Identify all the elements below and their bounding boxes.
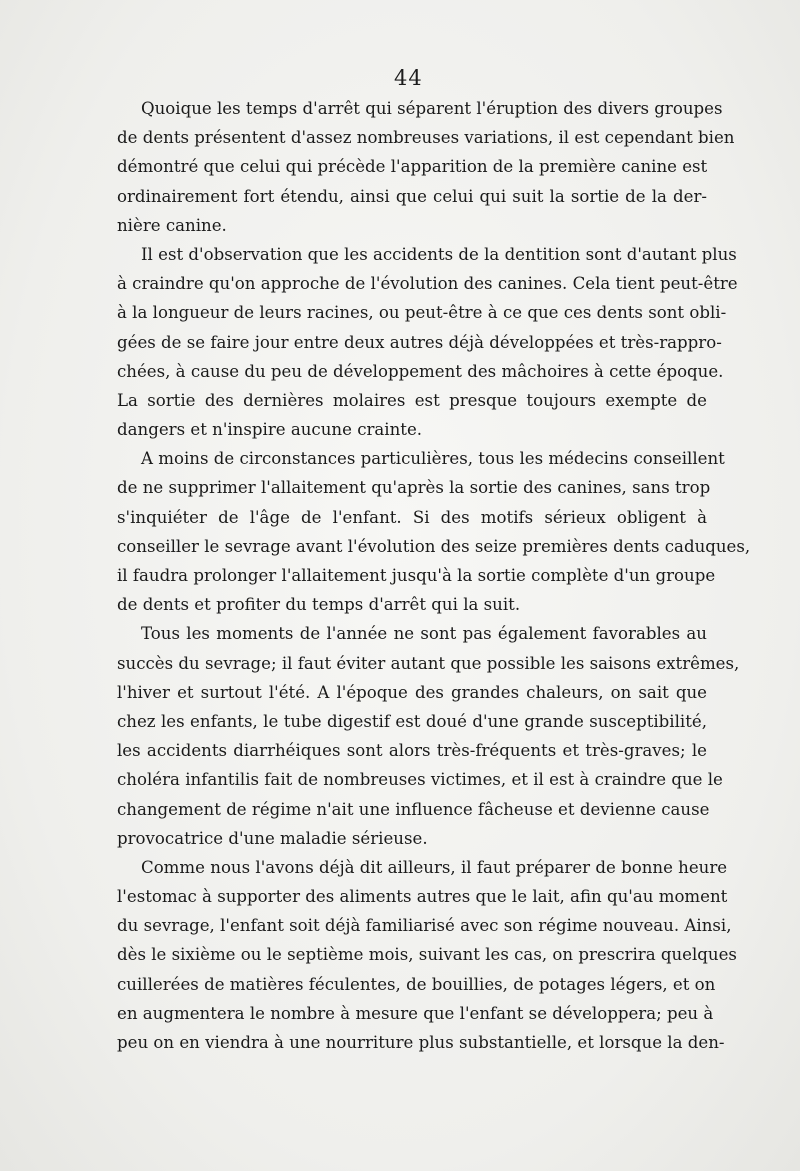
text-line: nière canine. [117,215,227,235]
text-line: ordinairement fort étendu, ainsi que celui qui suit la sortie de la der- [117,186,707,206]
text-line: dangers et n'inspire aucune crainte. [117,420,423,440]
page-number: 44 [394,66,423,90]
text-line: conseiller le sevrage avant l'évolution des seize premières dents caduques, [117,536,751,556]
text-line: Tous les moments de l'année ne sont pas également favorables au [141,624,707,644]
text-line: de dents présentent d'assez nombreuses variations, il est cependant bien [117,128,735,148]
text-line: du sevrage, l'enfant soit déjà familiarisé avec son régime nouveau. Ainsi, [117,916,732,936]
text-line: cuillerées de matières féculentes, de bouillies, de potages légers, et on [117,974,716,994]
text-line: à craindre qu'on approche de l'évolution des canines. Cela tient peut-être [117,274,738,294]
text-line: chées, à cause du peu de développement des mâchoires à cette époque. [117,361,724,381]
text-line: Il est d'observation que les accidents de la dentition sont d'autant plus [141,244,737,264]
text-line: l'estomac à supporter des aliments autres que le lait, afin qu'au moment [117,887,728,907]
text-line: changement de régime n'ait une influence fâcheuse et devienne cause [117,799,710,819]
paragraph [117,853,737,1057]
text-line: il faudra prolonger l'allaitement jusqu'à la sortie complète d'un groupe [117,566,716,585]
paragraph [117,240,738,444]
text-line: gées de se faire jour entre deux autres déjà développées et très-rappro- [117,332,722,352]
paragraph [117,94,735,240]
text-line: à la longueur de leurs racines, ou peut-être à ce que ces dents sont obli- [117,303,727,323]
text-line: en augmentera le nombre à mesure que l'enfant se développera; peu à [117,1003,714,1023]
text-line: de dents et profiter du temps d'arrêt qui la suit. [117,595,521,615]
text-line: l'hiver et surtout l'été. A l'époque des grandes chaleurs, on sait que [117,682,707,702]
text-line: provocatrice d'une maladie sérieuse. [117,828,428,848]
text-line: A moins de circonstances particulières, tous les médecins conseillent [141,449,725,469]
text-line: La sortie des dernières molaires est presque toujours exempte de [117,390,707,410]
text-line: Quoique les temps d'arrêt qui séparent l'éruption des divers groupes [141,99,723,118]
text-line: les accidents diarrhéiques sont alors très-fréquents et très-graves; le [117,741,707,761]
text-line: Comme nous l'avons déjà dit ailleurs, il faut préparer de bonne heure [141,857,728,877]
text-line: s'inquiéter de l'âge de l'enfant. Si des motifs sérieux obligent à [117,507,707,527]
body-text [117,94,751,1057]
paragraph [117,444,751,619]
text-line: peu on en viendra à une nourriture plus substantielle, et lorsque la den- [117,1033,725,1052]
text-line: dès le sixième ou le septième mois, suivant les cas, on prescrira quelques [117,945,737,965]
text-line: succès du sevrage; il faut éviter autant que possible les saisons extrêmes, [117,653,740,673]
text-line: choléra infantilis fait de nombreuses victimes, et il est à craindre que le [117,770,723,790]
paragraph [117,619,740,853]
text-line: démontré que celui qui précède l'apparition de la première canine est [117,157,708,177]
text-line: chez les enfants, le tube digestif est doué d'une grande susceptibilité, [117,711,707,731]
text-line: de ne supprimer l'allaitement qu'après la sortie des canines, sans trop [117,478,711,498]
